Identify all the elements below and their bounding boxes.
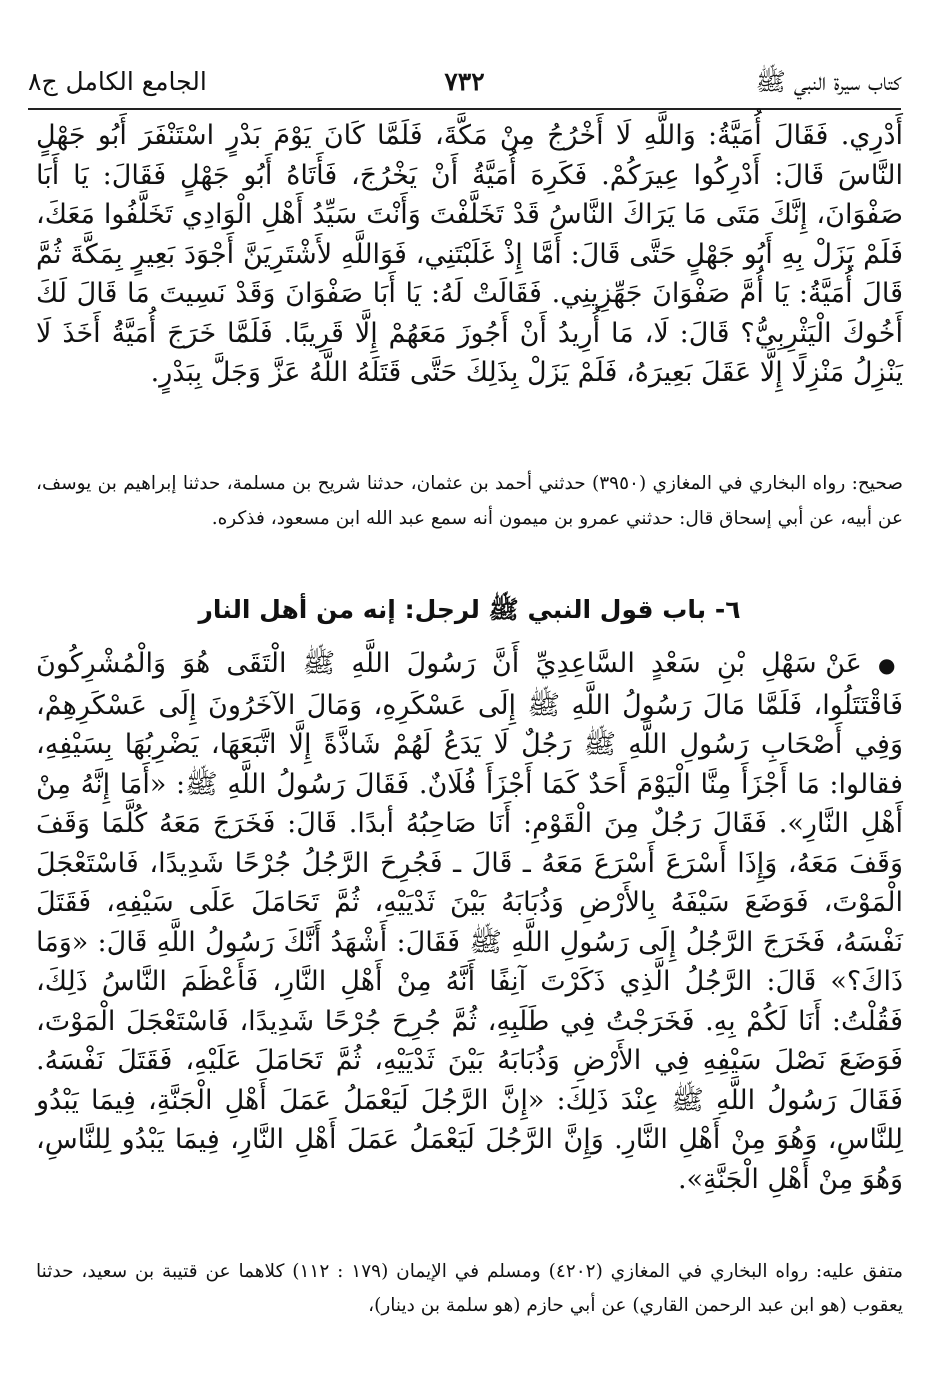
bullet-marker: ●	[878, 653, 903, 677]
hadith-text	[36, 644, 903, 1199]
page-number: ٧٣٢	[444, 67, 485, 96]
hadith-body: عَنْ سَهْلِ بْنِ سَعْدٍ السَّاعِدِيِّ أَنَّ رَسُولَ اللَّهِ ﷺ الْتَقَى هُوَ وَالْمُشْرِكُونَ فَاقْتَتَلُوا، فَلَمَّا مَالَ رَسُولُ اللَّهِ ﷺ إِلَى عَسْكَرِهِ، وَمَالَ الآخَرُونَ إِلَى عَسْكَرِهِمْ، وَفِي أَصْحَابِ رَسُولِ اللَّهِ ﷺ رَجُلٌ لَا يَدَعُ لَهُمْ شَاذَّةً إِلَّا اتَّبَعَهَا، يَضْرِبُهَا بِسَيْفِهِ، فقالوا: مَا أَجْزَأَ مِنَّا الْيَوْمَ أَحَدٌ كَمَا أَجْزَأَ فُلَانٌ. فَقَالَ رَسُولُ اللَّهِ ﷺ: «أَمَا إِنَّهُ مِنْ أَهْلِ النَّارِ». فَقَالَ رَجُلٌ مِنَ الْقَوْمِ: أَنَا صَاحِبُهُ أبدًا. قَالَ: فَخَرَجَ مَعَهُ كُلَّمَا وَقَفَ وَقَفَ مَعَهُ، وَإِذَا أَسْرَعَ أَسْرَعَ مَعَهُ ـ قَالَ ـ فَجُرِحَ الرَّجُلُ جُرْحًا شَدِيدًا، فَاسْتَعْجَلَ الْمَوْتَ، فَوَضَعَ سَيْفَهُ بِالأَرْضِ وَذُبَابَهُ بَيْنَ ثَدْيَيْهِ، ثُمَّ تَحَامَلَ عَلَى سَيْفِهِ، فَقَتَلَ نَفْسَهُ، فَخَرَجَ الرَّجُلُ إِلَى رَسُولِ اللَّهِ ﷺ فَقَالَ: أَشْهَدُ أَنَّكَ رَسُولُ اللَّهِ قَالَ: «وَمَا ذَاكَ؟» قَالَ: الرَّجُلُ الَّذِي ذَكَرْتَ آنِفًا أَنَّهُ مِنْ أَهْلِ النَّارِ، فَأَعْظَمَ النَّاسُ ذَلِكَ، فَقُلْتُ: أَنَا لَكُمْ بِهِ. فَخَرَجْتُ فِي طَلَبِهِ، ثُمَّ جُرِحَ جُرْحًا شَدِيدًا، فَاسْتَعْجَلَ الْمَوْتَ، فَوَضَعَ نَصْلَ سَيْفِهِ فِي الأَرْضِ وَذُبَابَهُ بَيْنَ ثَدْيَيْهِ، ثُمَّ تَحَامَلَ عَلَيْهِ، فَقَتَلَ نَفْسَهُ. فَقَالَ رَسُولُ اللَّهِ ﷺ عِنْدَ ذَلِكَ: «إِنَّ الرَّجُلَ لَيَعْمَلُ عَمَلَ أَهْلِ الْجَنَّةِ، فِيمَا يَبْدُو لِلنَّاسِ، وَهُوَ مِنْ أَهْلِ النَّارِ. وَإِنَّ الرَّجُلَ لَيَعْمَلُ عَمَلَ أَهْلِ النَّارِ، فِيمَا يَبْدُو لِلنَّاسِ، وَهُوَ مِنْ أَهْلِ الْجَنَّةِ».	[36, 648, 903, 1195]
hadith-text-continued: أَدْرِي. فَقَالَ أُمَيَّةُ: وَاللَّهِ لَا أَخْرُجُ مِنْ مَكَّةَ، فَلَمَّا كَانَ يَوْمَ بَدْرٍ اسْتَنْفَرَ أَبُو جَهْلٍ النَّاسَ قَالَ: أَدْرِكُوا عِيرَكُمْ. فَكَرِهَ أُمَيَّةُ أَنْ يَخْرُجَ، فَأَتَاهُ أَبُو جَهْلٍ فَقَالَ: يَا أَبَا صَفْوَانَ، إِنَّكَ مَتَى مَا يَرَاكَ النَّاسُ قَدْ تَخَلَّفْتَ وَأَنْتَ سَيِّدُ أَهْلِ الْوَادِي تَخَلَّفُوا مَعَكَ، فَلَمْ يَزَلْ بِهِ أَبُو جَهْلٍ حَتَّى قَالَ: أَمَّا إِذْ غَلَبْتَنِي، فَوَاللَّهِ لأَشْتَرِيَنَّ أَجْوَدَ بَعِيرٍ بِمَكَّةَ ثُمَّ قَالَ أُمَيَّةُ: يَا أُمَّ صَفْوَانَ جَهِّزِينِي. فَقَالَتْ لَهُ: يَا أَبَا صَفْوَانَ وَقَدْ نَسِيتَ مَا قَالَ لَكَ أَخُوكَ الْيَثْرِبِيُّ؟ قَالَ: لَا، مَا أُرِيدُ أَنْ أَجُوزَ مَعَهُمْ إِلَّا قَرِيبًا. فَلَمَّا خَرَجَ أُمَيَّةُ أَخَذَ لَا يَنْزِلُ مَنْزِلًا إِلَّا عَقَلَ بَعِيرَهُ، فَلَمْ يَزَلْ بِذَلِكَ حَتَّى قَتَلَهُ اللَّهُ عَزَّ وَجَلَّ بِبَدْرٍ.	[36, 120, 903, 388]
volume-title: الجامع الكامل ج٨	[28, 67, 207, 96]
running-title: كتاب سيرة النبي ﷺ	[755, 67, 901, 96]
takhrij-footnote: صحيح: رواه البخاري في المغازي (٣٩٥٠) حدثني أحمد بن عثمان، حدثنا شريح بن مسلمة، حدثنا إبراهيم بن يوسف، عن أبيه، عن أبي إسحاق قال: حدثني عمرو بن ميمون أنه سمع عبد الله ابن مسعود، فذكره.	[36, 473, 903, 529]
header-rule	[28, 108, 901, 110]
takhrij-footnote-2: متفق عليه: رواه البخاري في المغازي (٤٢٠٢) ومسلم في الإيمان (١٧٩ : ١١٢) كلاهما عن قتيبة بن سعيد، حدثنا يعقوب (هو ابن عبد الرحمن القاري) عن أبي حازم (هو سلمة بن دينار)،	[36, 1261, 903, 1316]
page-header	[28, 62, 901, 102]
chapter-heading: ٦- باب قول النبي ﷺ لرجل: إنه من أهل النار	[198, 595, 741, 624]
